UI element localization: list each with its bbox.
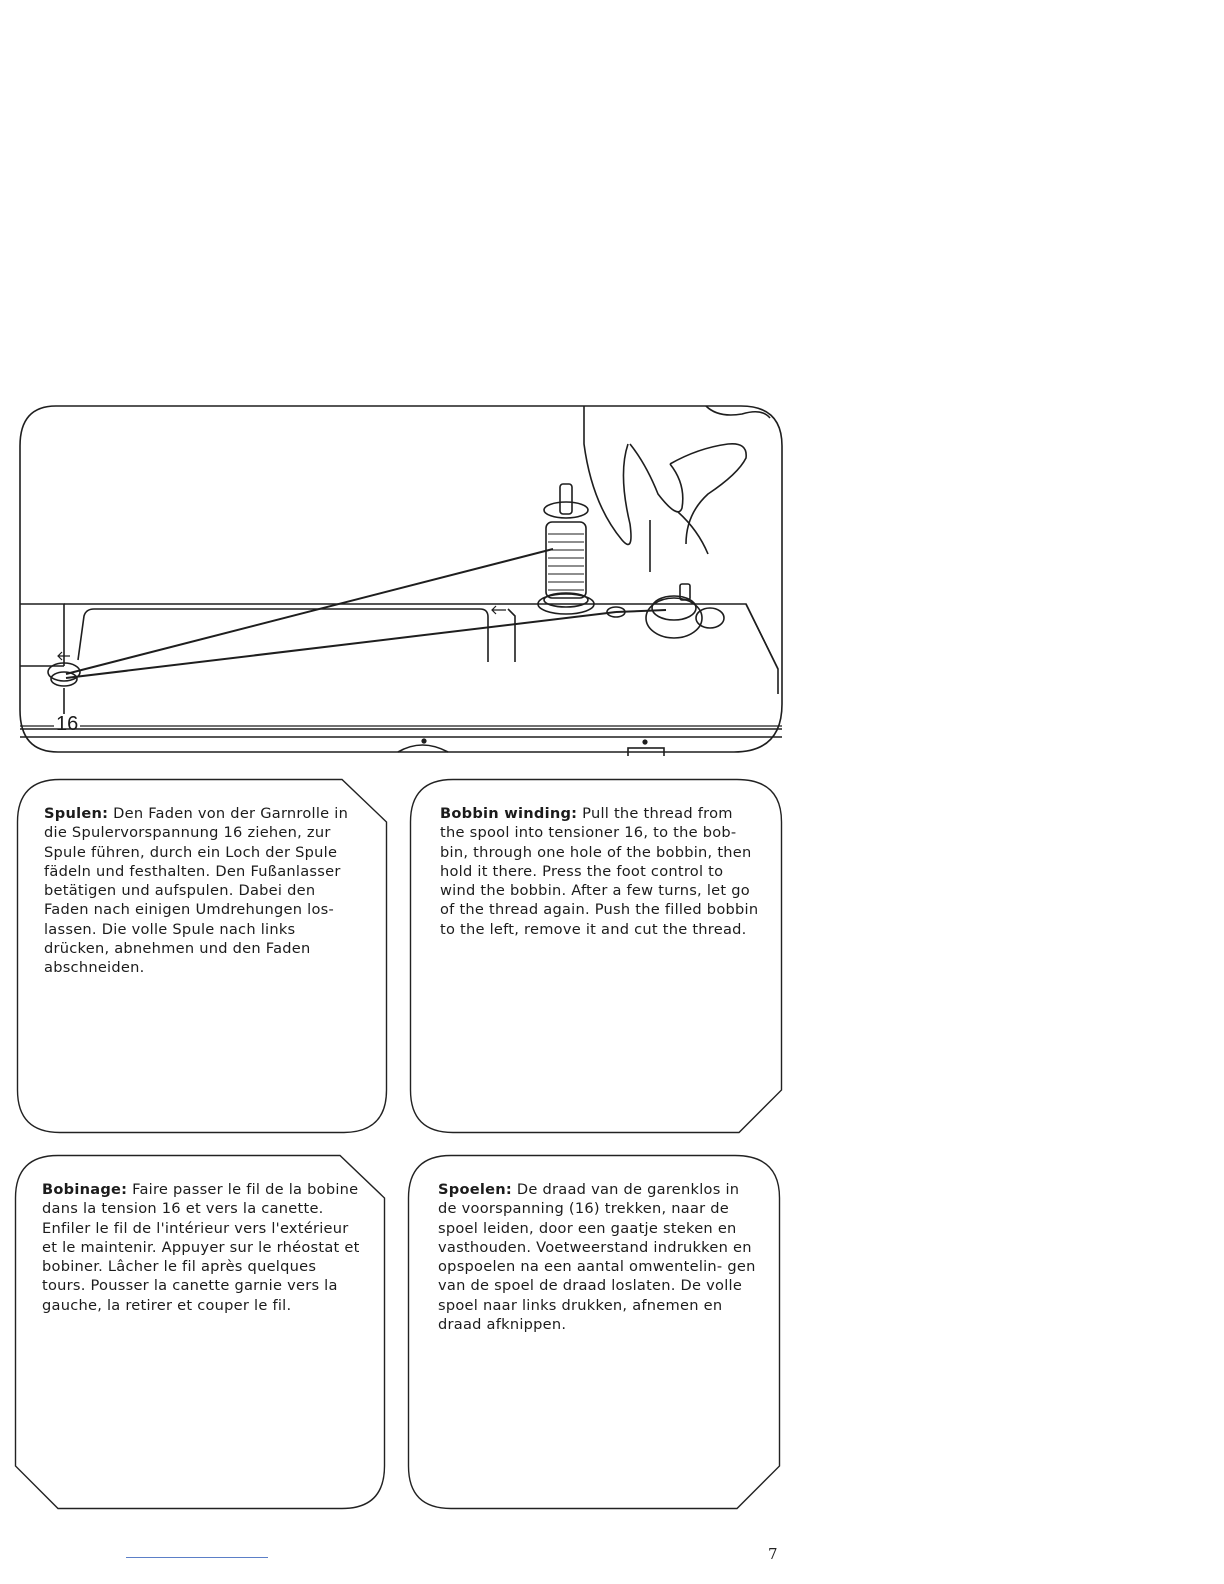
panel-text [438, 1180, 758, 1334]
footer-rule [126, 1557, 268, 1558]
panel-heading: Spulen: [44, 805, 109, 822]
panel-body: De draad van de garenklos in de voorspanning (16) trekken, naar de spoel leiden, door een gaatje steken en vasthouden. Voetweerstand indrukken en opspoelen na een aantal omwentelin- gen van de spoel de draad loslaten. De volle spoel naar links drukken, afnemen en draad afknippen. [438, 1181, 756, 1334]
panel-body: Faire passer le fil de la bobine dans la tension 16 et vers la canette. Enfiler le fil de l'intérieur vers l'extérieur et le maintenir. Appuyer sur le rhéostat et bobiner. Lâcher le fil après quelques tours. Pousser la canette garnie vers la gauche, la retirer et couper le fil. [42, 1181, 360, 1314]
bobbin-winding-illustration [18, 404, 786, 756]
panel-german [16, 778, 388, 1134]
callout-label-16: 16 [56, 713, 79, 735]
panel-dutch [407, 1154, 781, 1510]
panel-heading: Bobinage: [42, 1181, 128, 1198]
panel-text [42, 1180, 362, 1315]
panel-heading: Bobbin winding: [440, 805, 578, 822]
panel-body: Den Faden von der Garnrolle in die Spulervorspannung 16 ziehen, zur Spule führen, durch ein Loch der Spule fädeln und festhalten. Den Fußanlasser betätigen und aufspulen. Dabei den Faden nach einigen Umdrehungen los- lassen. Die volle Spule nach links drücken, abnehmen und den Faden abschneiden. [44, 805, 349, 977]
panel-french [14, 1154, 386, 1510]
panel-text [440, 804, 760, 939]
panel-body: Pull the thread from the spool into tensioner 16, to the bob- bin, through one hole of the bobbin, then hold it there. Press the foot control to wind the bobbin. After a few turns, let go of the thread again. Push the filled bobbin to the left, remove it and cut the thread. [440, 805, 759, 938]
page-number: 7 [768, 1545, 778, 1563]
panel-heading: Spoelen: [438, 1181, 513, 1198]
panel-english [409, 778, 783, 1134]
panel-text [44, 804, 364, 978]
